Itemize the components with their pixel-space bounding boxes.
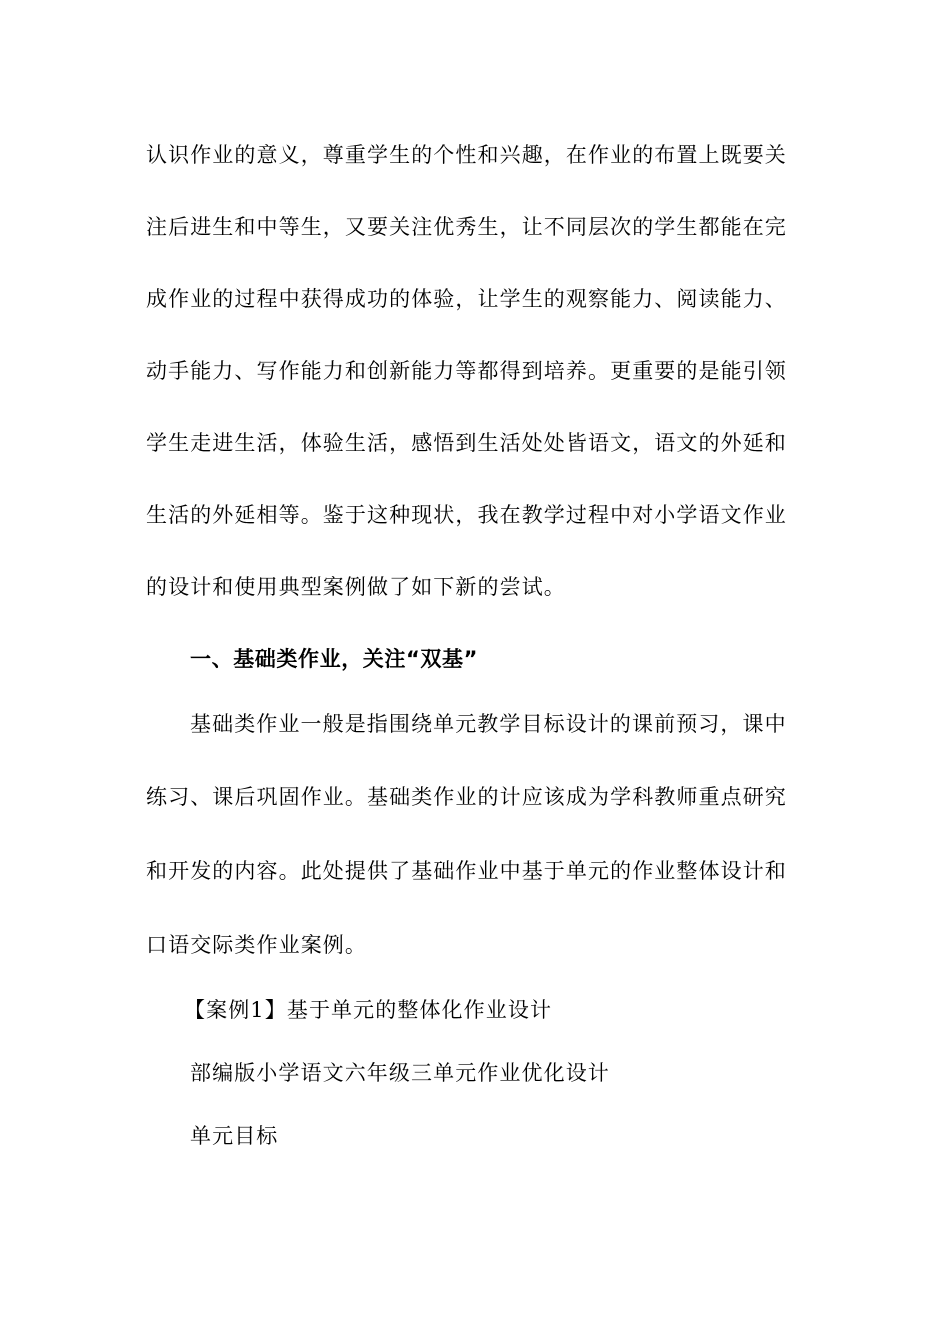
case-subtitle: 部编版小学语文六年级三单元作业优化设计 bbox=[190, 1061, 610, 1085]
paragraph-1-line-2: 注后进生和中等生，又要关注优秀生，让不同层次的学生都能在完 bbox=[146, 215, 787, 239]
paragraph-1-line-6: 生活的外延相等。鉴于这种现状，我在教学过程中对小学语文作业 bbox=[146, 503, 787, 527]
paragraph-1-line-5: 学生走进生活，体验生活，感悟到生活处处皆语文，语文的外延和 bbox=[146, 431, 787, 455]
paragraph-1-line-7: 的设计和使用典型案例做了如下新的尝试。 bbox=[146, 575, 566, 599]
section-heading: 一、基础类作业，关注“双基” bbox=[190, 647, 479, 671]
paragraph-1-line-4: 动手能力、写作能力和创新能力等都得到培养。更重要的是能引领 bbox=[146, 359, 787, 383]
case-title: 【案例1】基于单元的整体化作业设计 bbox=[184, 998, 553, 1022]
section-label: 单元目标 bbox=[190, 1124, 279, 1148]
paragraph-2-line-3: 和开发的内容。此处提供了基础作业中基于单元的作业整体设计和 bbox=[146, 859, 787, 883]
paragraph-2-line-2: 练习、课后巩固作业。基础类作业的计应该成为学科教师重点研究 bbox=[146, 785, 787, 809]
paragraph-1-line-3: 成作业的过程中获得成功的体验，让学生的观察能力、阅读能力、 bbox=[146, 287, 787, 311]
paragraph-1-line-1: 认识作业的意义，尊重学生的个性和兴趣，在作业的布置上既要关 bbox=[146, 143, 787, 167]
paragraph-2-line-4: 口语交际类作业案例。 bbox=[146, 933, 367, 957]
paragraph-2-line-1: 基础类作业一般是指围绕单元教学目标设计的课前预习，课中 bbox=[190, 712, 787, 736]
